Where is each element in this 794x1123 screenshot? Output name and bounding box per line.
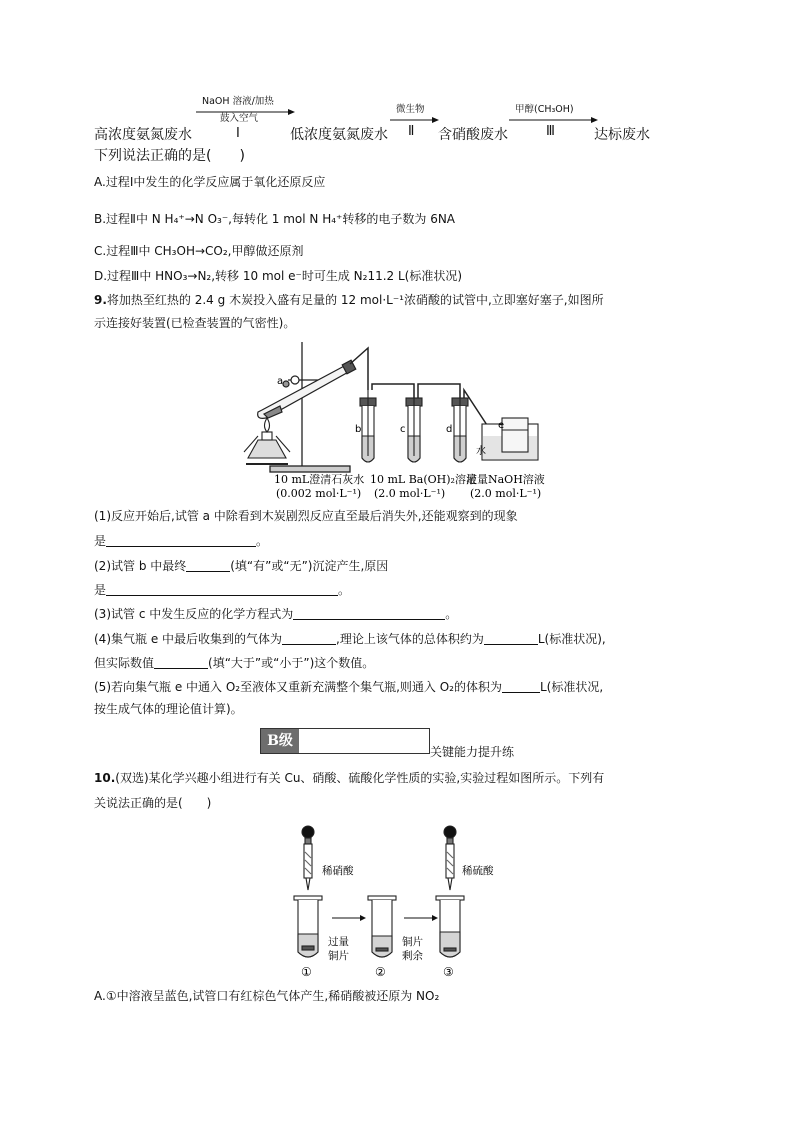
step3-condition: 甲醇(CH₃OH)	[515, 104, 574, 115]
cu-acid-experiment-figure	[284, 822, 510, 980]
label-a: a	[277, 376, 284, 387]
label-dilute-sulfuric: 稀硫酸	[462, 865, 494, 877]
label-remaining: 剩余	[402, 950, 423, 962]
test-tube-c-icon	[406, 390, 422, 462]
level-banner	[260, 728, 430, 754]
q9-part2-end: 。	[338, 583, 351, 597]
step-3-marker: ③	[443, 965, 454, 979]
label-e: e	[498, 420, 505, 431]
caption-c-conc: (2.0 mol·L⁻¹)	[374, 487, 446, 500]
test-tube-3-icon	[436, 896, 464, 957]
q9-part3-end: 。	[445, 607, 458, 621]
q9-part2-answer-blank[interactable]	[186, 557, 230, 572]
q9-part2-reason-blank[interactable]	[106, 581, 338, 596]
q9-stem-line2: 示连接好装置(已检查装置的气密性)。	[94, 316, 296, 330]
q9-part5-answer-blank[interactable]	[502, 678, 540, 693]
stage-compliant-water: 达标废水	[594, 127, 650, 143]
q10-option-a: A.①中溶液呈蓝色,试管口有红棕色气体产生,稀硝酸被还原为 NO₂	[94, 989, 440, 1003]
q8-option-b: B.过程Ⅱ中 N H₄⁺→N O₃⁻,每转化 1 mol N H₄⁺转移的电子数为 6NA	[94, 212, 456, 226]
process-i-label: Ⅰ	[236, 126, 240, 141]
stage-high-ammonia: 高浓度氨氮废水	[94, 127, 192, 143]
test-tube-1-icon	[294, 896, 322, 957]
q9-part3-text: (3)试管 c 中发生反应的化学方程式为	[94, 607, 294, 621]
q9-part2-prefix: 是	[94, 583, 107, 597]
step1-condition-top: NaOH 溶液/加热	[202, 96, 274, 107]
q9-part4-text-d: 但实际数值	[94, 656, 155, 670]
q8-option-a: A.过程Ⅰ中发生的化学反应属于氧化还原反应	[94, 175, 326, 189]
dropper-nitric-icon	[302, 826, 314, 890]
label-b: b	[355, 424, 362, 435]
step1-condition-bottom: 鼓入空气	[220, 113, 259, 124]
q10-stem-line2: 关说法正确的是( )	[94, 796, 212, 810]
step-2-marker: ②	[375, 965, 386, 979]
q9-part4-text-a: (4)集气瓶 e 中最后收集到的气体为	[94, 632, 283, 646]
q9-stem-line1: 将加热至红热的 2.4 g 木炭投入盛有足量的 12 mol·L⁻¹浓硝酸的试管中,立即塞好塞子,如图所	[106, 293, 604, 307]
q9-part5-text-a: (5)若向集气瓶 e 中通入 O₂至液体又重新充满整个集气瓶,则通入 O₂的体积为	[94, 680, 502, 694]
caption-c: 10 mL Ba(OH)₂溶液	[370, 473, 477, 486]
q9-part4-gas-blank[interactable]	[282, 630, 336, 645]
level-tag: B级	[261, 729, 299, 753]
test-tube-b-icon	[360, 390, 376, 462]
label-excess: 过量	[328, 936, 349, 948]
apparatus-figure	[240, 340, 560, 505]
q8-option-c: C.过程Ⅲ中 CH₃OH→CO₂,甲醇做还原剂	[94, 244, 304, 258]
q9-part2-text-a: (2)试管 b 中最终	[94, 559, 187, 573]
q9-part4-text-e: (填“大于”或“小于”)这个数值。	[208, 656, 375, 670]
label-water: 水	[476, 446, 486, 457]
test-tube-2-icon	[368, 896, 396, 957]
alcohol-lamp-icon	[244, 418, 290, 464]
label-c: c	[400, 424, 406, 435]
level-title: 关键能力提升练	[430, 745, 515, 759]
label-cu-piece-1: 铜片	[328, 950, 349, 962]
caption-b: 10 mL澄清石灰水	[274, 473, 365, 486]
arrow-step-2-icon	[404, 915, 438, 921]
q9-part2-text-b: (填“有”或“无”)沉淀产生,原因	[230, 559, 389, 573]
q9-part1-prefix: 是	[94, 534, 107, 548]
caption-b-conc: (0.002 mol·L⁻¹)	[276, 487, 362, 500]
gas-collection-bottle-e-icon	[482, 418, 538, 460]
process-ii-label: Ⅱ	[408, 124, 415, 139]
q9-number: 9.	[94, 293, 107, 307]
process-iii-label: Ⅲ	[546, 124, 555, 139]
q9-part4-compare-blank[interactable]	[154, 654, 208, 669]
step-1-marker: ①	[301, 965, 312, 979]
caption-d: 足量NaOH溶液	[466, 473, 545, 486]
q10-number: 10.	[94, 771, 116, 785]
q9-part1-answer-blank[interactable]	[106, 532, 256, 547]
stage-nitric-waste: 含硝酸废水	[438, 127, 508, 143]
q9-part1-line1: (1)反应开始后,试管 a 中除看到木炭剧烈反应直至最后消失外,还能观察到的现象	[94, 509, 518, 523]
test-tube-a-icon	[258, 360, 356, 418]
dropper-sulfuric-icon	[444, 826, 456, 890]
q10-stem-line1: (双选)某化学兴趣小组进行有关 Cu、硝酸、硫酸化学性质的实验,实验过程如图所示。下列有	[115, 771, 605, 785]
label-dilute-nitric: 稀硝酸	[322, 865, 354, 877]
label-cu-piece-2: 铜片	[402, 936, 423, 948]
q9-part4-text-b: ,理论上该气体的总体积约为	[336, 632, 484, 646]
q9-part5-text-b: L(标准状况,	[539, 680, 604, 694]
q9-part4-text-c: L(标准状况),	[537, 632, 606, 646]
q9-part5-line2: 按生成气体的理论值计算)。	[94, 702, 243, 716]
stage-low-ammonia: 低浓度氨氮废水	[290, 127, 388, 143]
q9-part4-volume-blank[interactable]	[484, 630, 538, 645]
arrow-step-1-icon	[332, 915, 366, 921]
caption-d-conc: (2.0 mol·L⁻¹)	[470, 487, 542, 500]
q9-part3-answer-blank[interactable]	[293, 605, 445, 620]
q9-part1-end: 。	[256, 534, 269, 548]
test-tube-d-icon	[452, 390, 468, 462]
q8-stem: 下列说法正确的是( )	[94, 148, 245, 164]
step2-condition: 微生物	[396, 104, 425, 115]
label-d: d	[446, 424, 453, 435]
q8-option-d: D.过程Ⅲ中 HNO₃→N₂,转移 10 mol e⁻时可生成 N₂11.2 L(标准状况)	[94, 269, 463, 283]
arrow-2-icon	[390, 116, 440, 124]
